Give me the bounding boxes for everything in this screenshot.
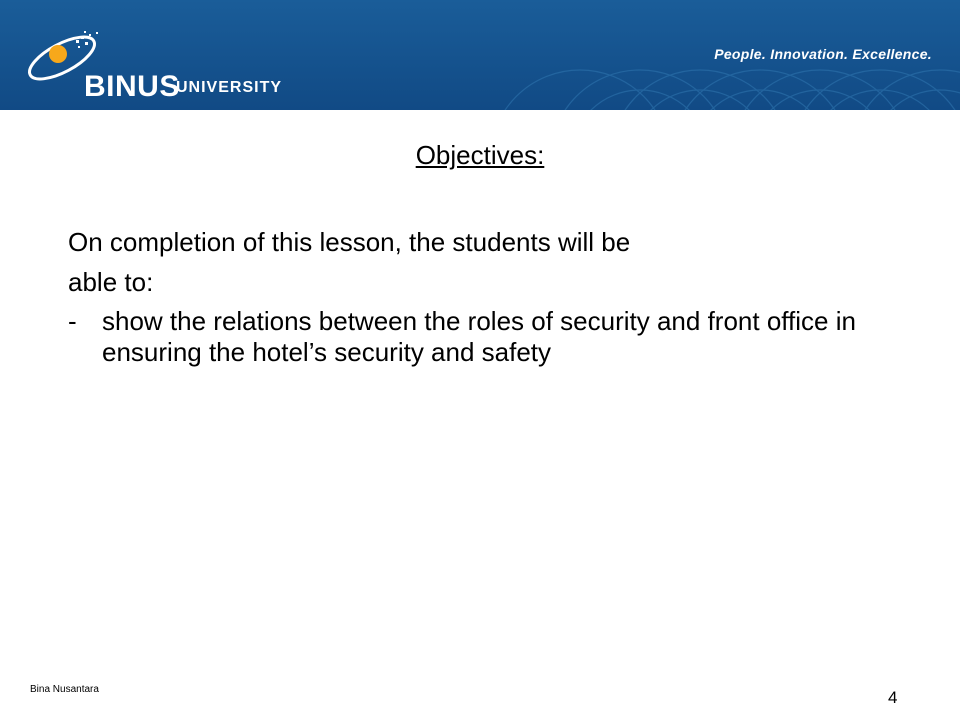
bullet-item <box>68 306 908 368</box>
header-banner <box>0 0 960 110</box>
tagline: People. Innovation. Excellence. <box>714 46 932 62</box>
page-number: 4 <box>888 688 898 707</box>
footer-source: Bina Nusantara <box>30 684 99 695</box>
slide-title: Objectives: <box>415 140 545 170</box>
logo-wordmark: BINUS <box>84 70 180 103</box>
binus-logo[interactable] <box>18 22 298 102</box>
logo-wordmark-university: UNIVERSITY <box>176 79 283 96</box>
bullet-marker: - <box>68 306 77 336</box>
intro-line-2: able to: <box>68 267 154 297</box>
slide-body <box>68 222 908 368</box>
intro-line-1: On completion of this lesson, the students will be <box>68 227 631 257</box>
bullet-text: show the relations between the roles of security and front office in ensuring the hotel’s security and safety <box>102 306 856 367</box>
